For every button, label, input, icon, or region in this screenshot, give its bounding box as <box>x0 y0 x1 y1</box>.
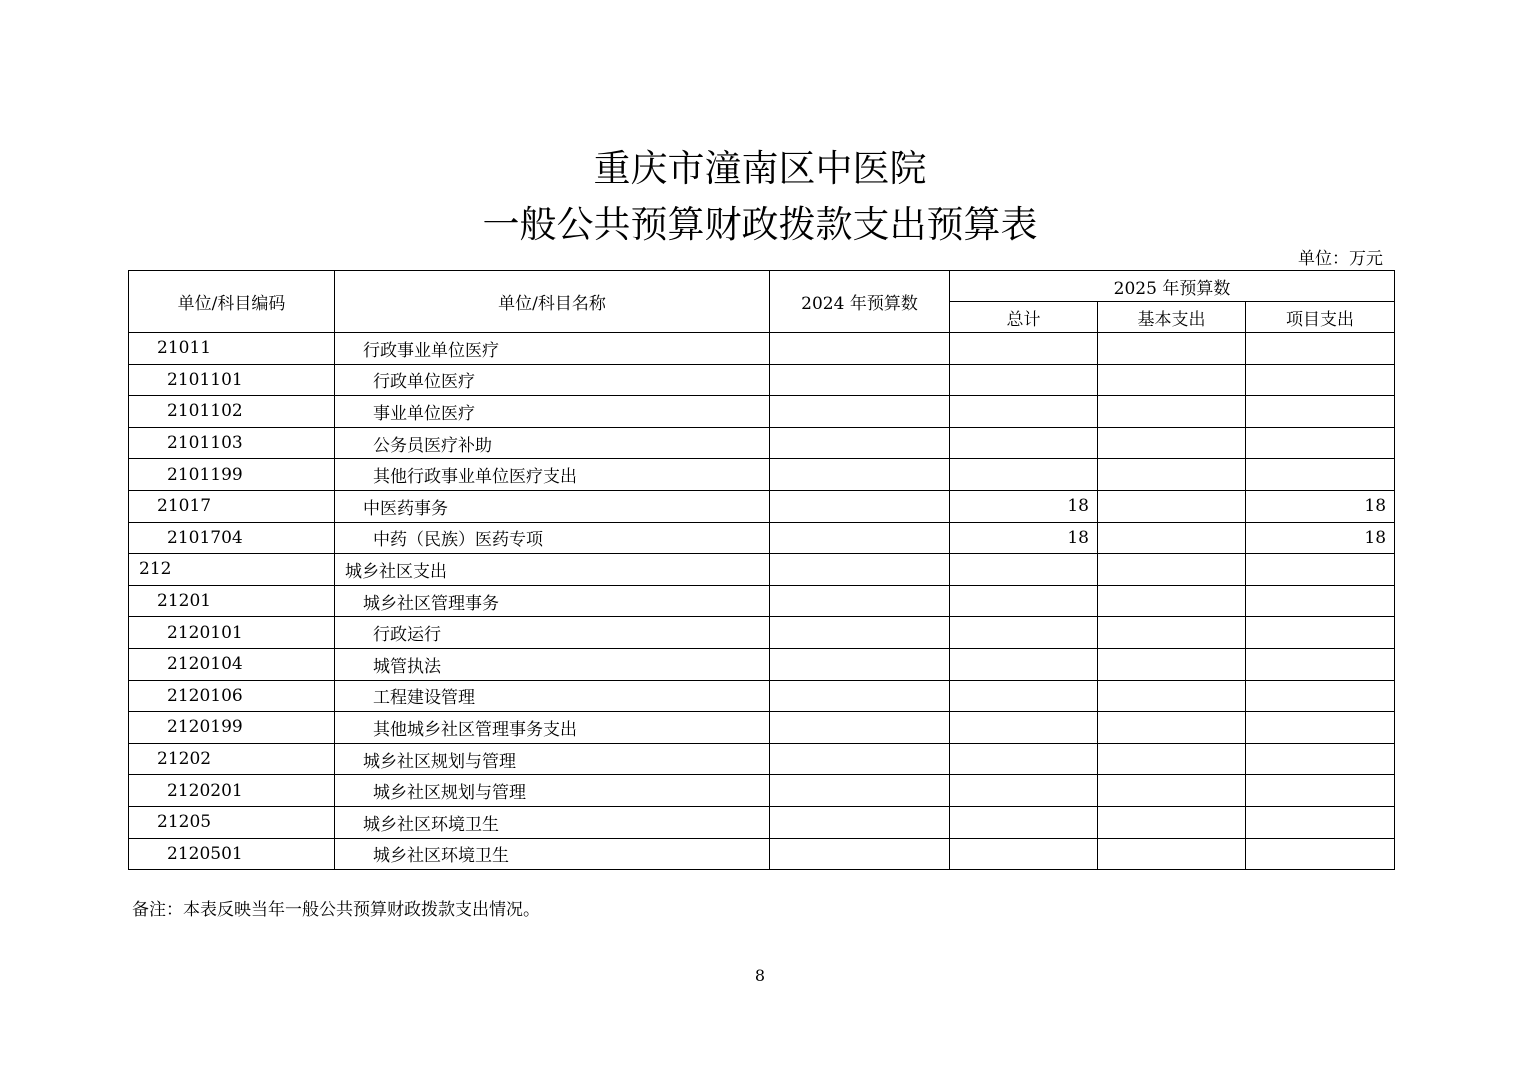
cell-prev-year <box>770 806 950 838</box>
cell-code: 2120501 <box>129 838 335 870</box>
cell-basic <box>1098 427 1246 459</box>
cell-code: 2120201 <box>129 775 335 807</box>
header-prev-year: 2024 年预算数 <box>770 271 950 333</box>
table-row <box>129 775 1395 807</box>
cell-total <box>950 554 1098 586</box>
cell-project <box>1246 838 1395 870</box>
cell-code: 21201 <box>129 585 335 617</box>
cell-project <box>1246 775 1395 807</box>
cell-name: 中药（民族）医药专项 <box>335 522 770 554</box>
cell-total <box>950 364 1098 396</box>
cell-project <box>1246 617 1395 649</box>
cell-basic <box>1098 712 1246 744</box>
cell-basic <box>1098 396 1246 428</box>
cell-name: 行政单位医疗 <box>335 364 770 396</box>
cell-basic <box>1098 490 1246 522</box>
budget-table <box>128 270 1395 870</box>
cell-prev-year <box>770 522 950 554</box>
table-row <box>129 838 1395 870</box>
cell-total <box>950 806 1098 838</box>
header-code: 单位/科目编码 <box>129 271 335 333</box>
header-total: 总计 <box>950 302 1098 333</box>
cell-code: 21011 <box>129 333 335 365</box>
cell-name: 其他城乡社区管理事务支出 <box>335 712 770 744</box>
table-row <box>129 396 1395 428</box>
cell-prev-year <box>770 396 950 428</box>
cell-total <box>950 585 1098 617</box>
cell-basic <box>1098 364 1246 396</box>
cell-project <box>1246 680 1395 712</box>
cell-prev-year <box>770 490 950 522</box>
cell-name: 中医药事务 <box>335 490 770 522</box>
cell-project <box>1246 648 1395 680</box>
cell-basic <box>1098 806 1246 838</box>
cell-basic <box>1098 775 1246 807</box>
cell-name: 城乡社区环境卫生 <box>335 838 770 870</box>
cell-project <box>1246 806 1395 838</box>
cell-code: 2101704 <box>129 522 335 554</box>
cell-code: 21202 <box>129 743 335 775</box>
document-title-line2: 一般公共预算财政拨款支出预算表 <box>482 203 1038 246</box>
cell-basic <box>1098 459 1246 491</box>
table-row <box>129 806 1395 838</box>
cell-project <box>1246 585 1395 617</box>
cell-code: 2101101 <box>129 364 335 396</box>
cell-project <box>1246 712 1395 744</box>
cell-code: 2120199 <box>129 712 335 744</box>
header-curr-year: 2025 年预算数 <box>950 271 1395 302</box>
cell-project <box>1246 459 1395 491</box>
table-row <box>129 333 1395 365</box>
cell-prev-year <box>770 333 950 365</box>
cell-name: 其他行政事业单位医疗支出 <box>335 459 770 491</box>
cell-code: 21205 <box>129 806 335 838</box>
table-row <box>129 617 1395 649</box>
cell-code: 2120101 <box>129 617 335 649</box>
table-row <box>129 743 1395 775</box>
cell-name: 城管执法 <box>335 648 770 680</box>
table-row <box>129 364 1395 396</box>
header-name: 单位/科目名称 <box>335 271 770 333</box>
cell-code: 21017 <box>129 490 335 522</box>
cell-prev-year <box>770 680 950 712</box>
cell-basic <box>1098 617 1246 649</box>
cell-total <box>950 459 1098 491</box>
table-row <box>129 648 1395 680</box>
cell-prev-year <box>770 775 950 807</box>
cell-project <box>1246 364 1395 396</box>
unit-label: 单位：万元 <box>1298 249 1383 269</box>
cell-basic <box>1098 585 1246 617</box>
cell-prev-year <box>770 743 950 775</box>
cell-total <box>950 396 1098 428</box>
cell-prev-year <box>770 585 950 617</box>
cell-code: 212 <box>129 554 335 586</box>
cell-basic <box>1098 522 1246 554</box>
table-row <box>129 427 1395 459</box>
cell-name: 工程建设管理 <box>335 680 770 712</box>
page-number: 8 <box>754 966 766 985</box>
table-row <box>129 680 1395 712</box>
cell-total: 18 <box>950 522 1098 554</box>
cell-total: 18 <box>950 490 1098 522</box>
cell-total <box>950 680 1098 712</box>
cell-code: 2101103 <box>129 427 335 459</box>
table-row <box>129 459 1395 491</box>
cell-project: 18 <box>1246 490 1395 522</box>
cell-code: 2101102 <box>129 396 335 428</box>
cell-code: 2120106 <box>129 680 335 712</box>
cell-name: 城乡社区环境卫生 <box>335 806 770 838</box>
cell-prev-year <box>770 838 950 870</box>
cell-total <box>950 712 1098 744</box>
cell-prev-year <box>770 648 950 680</box>
cell-project <box>1246 396 1395 428</box>
cell-prev-year <box>770 617 950 649</box>
cell-prev-year <box>770 427 950 459</box>
cell-name: 城乡社区支出 <box>335 554 770 586</box>
cell-basic <box>1098 648 1246 680</box>
cell-project <box>1246 427 1395 459</box>
document-title-line1: 重庆市潼南区中医院 <box>593 147 927 190</box>
cell-name: 公务员医疗补助 <box>335 427 770 459</box>
cell-code: 2120104 <box>129 648 335 680</box>
cell-total <box>950 427 1098 459</box>
cell-total <box>950 617 1098 649</box>
cell-prev-year <box>770 364 950 396</box>
cell-prev-year <box>770 712 950 744</box>
cell-project <box>1246 333 1395 365</box>
cell-name: 事业单位医疗 <box>335 396 770 428</box>
table-row <box>129 490 1395 522</box>
cell-basic <box>1098 838 1246 870</box>
cell-code: 2101199 <box>129 459 335 491</box>
cell-basic <box>1098 554 1246 586</box>
cell-prev-year <box>770 554 950 586</box>
table-header <box>129 271 1395 333</box>
header-basic: 基本支出 <box>1098 302 1246 333</box>
header-project: 项目支出 <box>1246 302 1395 333</box>
cell-total <box>950 838 1098 870</box>
cell-name: 行政事业单位医疗 <box>335 333 770 365</box>
cell-project <box>1246 554 1395 586</box>
table-body <box>129 333 1395 870</box>
cell-total <box>950 775 1098 807</box>
cell-total <box>950 648 1098 680</box>
footnote: 备注：本表反映当年一般公共预算财政拨款支出情况。 <box>132 900 540 920</box>
cell-name: 城乡社区规划与管理 <box>335 743 770 775</box>
cell-total <box>950 743 1098 775</box>
table-row <box>129 712 1395 744</box>
cell-project <box>1246 743 1395 775</box>
cell-name: 城乡社区规划与管理 <box>335 775 770 807</box>
cell-basic <box>1098 743 1246 775</box>
cell-basic <box>1098 680 1246 712</box>
cell-prev-year <box>770 459 950 491</box>
cell-total <box>950 333 1098 365</box>
cell-basic <box>1098 333 1246 365</box>
cell-name: 城乡社区管理事务 <box>335 585 770 617</box>
table-row <box>129 585 1395 617</box>
cell-project: 18 <box>1246 522 1395 554</box>
table-row <box>129 522 1395 554</box>
cell-name: 行政运行 <box>335 617 770 649</box>
table-row <box>129 554 1395 586</box>
